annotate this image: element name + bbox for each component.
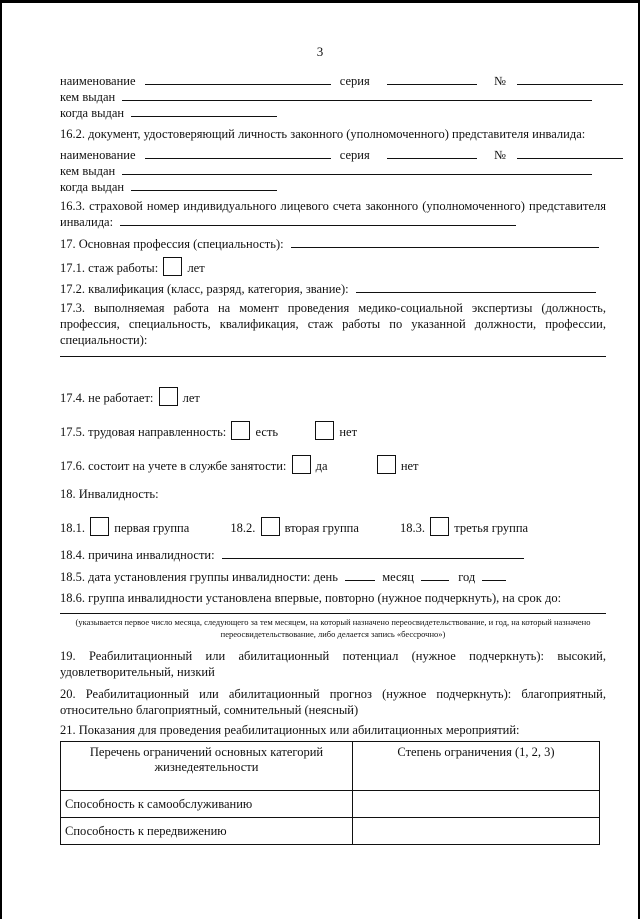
number-field-2[interactable] [517, 147, 623, 159]
group-1-box[interactable] [90, 517, 109, 536]
issued-when-field-1[interactable] [131, 105, 277, 117]
issued-when-field-2[interactable] [131, 179, 277, 191]
note-18-6: (указывается первое число месяца, следующего за тем месяцем, на который назначено переосвидетельствование, и год, на который назначено переосвидетельствование, либо делается запись «бессрочно») [75, 617, 591, 639]
item-17-3: 17.3. выполняемая работа на момент проведения медико-социальной экспертизы (должность, профессия, специальность, квалификация, стаж работы по указанной должности, профессии, специальности): [60, 301, 606, 347]
item-18: 18. Инвалидность: [60, 487, 159, 501]
name-field-1[interactable] [145, 73, 331, 85]
group-3-box[interactable] [430, 517, 449, 536]
employment-service-no-box[interactable] [377, 455, 396, 474]
job-field[interactable] [60, 356, 606, 357]
series-label: серия [339, 148, 370, 162]
doc-name-row-1 [60, 73, 606, 89]
item-18-4: 18.4. причина инвалидности: [60, 547, 606, 563]
scan-edge-left [0, 0, 2, 919]
name-label: наименование [60, 74, 136, 88]
issued-by-label: кем выдан [60, 90, 116, 104]
col2-header: Степень ограничения (1, 2, 3) [353, 742, 600, 791]
number-label: № [494, 74, 506, 88]
item-17: 17. Основная профессия (специальность): [60, 236, 606, 252]
not-working-box[interactable] [159, 387, 178, 406]
qualification-field[interactable] [356, 281, 596, 293]
item-18-5: 18.5. дата установления группы инвалидности: день месяц год [60, 569, 606, 585]
col1-header: Перечень ограничений основных категорий жизнедеятельности [61, 742, 353, 791]
name-label: наименование [60, 148, 136, 162]
issued-when-row-2 [60, 179, 606, 195]
series-field-2[interactable] [387, 147, 477, 159]
issued-when-label: когда выдан [60, 180, 125, 194]
table-row [61, 818, 600, 845]
limitations-table [60, 741, 600, 845]
doc-name-row-2 [60, 147, 606, 163]
group-2-box[interactable] [261, 517, 280, 536]
number-field-1[interactable] [517, 73, 623, 85]
series-field-1[interactable] [387, 73, 477, 85]
name-field-2[interactable] [145, 147, 331, 159]
issued-by-row-1 [60, 89, 606, 105]
item-17-6: 17.6. состоит на учете в службе занятости: да нет [60, 455, 606, 474]
item-19: 19. Реабилитационный или абилитационный потенциал (нужное подчеркнуть): высокий, удовлетворительный, низкий [60, 649, 606, 679]
page-number: 3 [316, 44, 324, 59]
row-category: Способность к передвижению [61, 818, 353, 845]
item-17-2: 17.2. квалификация (класс, разряд, категория, звание): [60, 281, 606, 297]
disability-cause-field[interactable] [222, 547, 524, 559]
issued-by-row-2 [60, 163, 606, 179]
work-orientation-no-box[interactable] [315, 421, 334, 440]
term-field[interactable] [60, 613, 606, 614]
table-header-row [61, 742, 600, 791]
month-field[interactable] [421, 569, 449, 581]
work-orientation-yes-box[interactable] [231, 421, 250, 440]
issued-by-field-2[interactable] [122, 163, 592, 175]
disability-groups-row: 18.1. первая группа 18.2. вторая группа 18.3. третья группа [60, 517, 606, 536]
issued-by-label: кем выдан [60, 164, 116, 178]
issued-when-label: когда выдан [60, 106, 125, 120]
profession-field[interactable] [291, 236, 599, 248]
item-20: 20. Реабилитационный или абилитационный прогноз (нужное подчеркнуть): благоприятный, относительно благоприятный, сомнительный (неясный) [60, 687, 606, 717]
series-label: серия [339, 74, 370, 88]
snils-field[interactable] [120, 214, 516, 226]
item-21: 21. Показания для проведения реабилитационных или абилитационных мероприятий: [60, 723, 520, 737]
issued-by-field-1[interactable] [122, 89, 592, 101]
year-field[interactable] [482, 569, 506, 581]
row-degree[interactable] [353, 791, 600, 818]
item-16-2: 16.2. документ, удостоверяющий личность законного (уполномоченного) представителя инвалида: [60, 127, 586, 141]
issued-when-row-1 [60, 105, 606, 121]
day-field[interactable] [345, 569, 375, 581]
table-row [61, 791, 600, 818]
item-16-3: 16.3. страховой номер индивидуального лицевого счета законного (уполномоченного) представителя инвалида: [60, 199, 606, 229]
item-18-6: 18.6. группа инвалидности установлена впервые, повторно (нужное подчеркнуть), на срок до: [60, 591, 562, 605]
item-17-5: 17.5. трудовая направленность: есть нет [60, 421, 606, 440]
scan-edge-top [0, 0, 640, 3]
item-17-1: 17.1. стаж работы: лет [60, 257, 606, 276]
row-degree[interactable] [353, 818, 600, 845]
number-label: № [494, 148, 506, 162]
employment-service-yes-box[interactable] [292, 455, 311, 474]
row-category: Способность к самообслуживанию [61, 791, 353, 818]
work-experience-box[interactable] [163, 257, 182, 276]
item-17-4: 17.4. не работает: лет [60, 387, 606, 406]
